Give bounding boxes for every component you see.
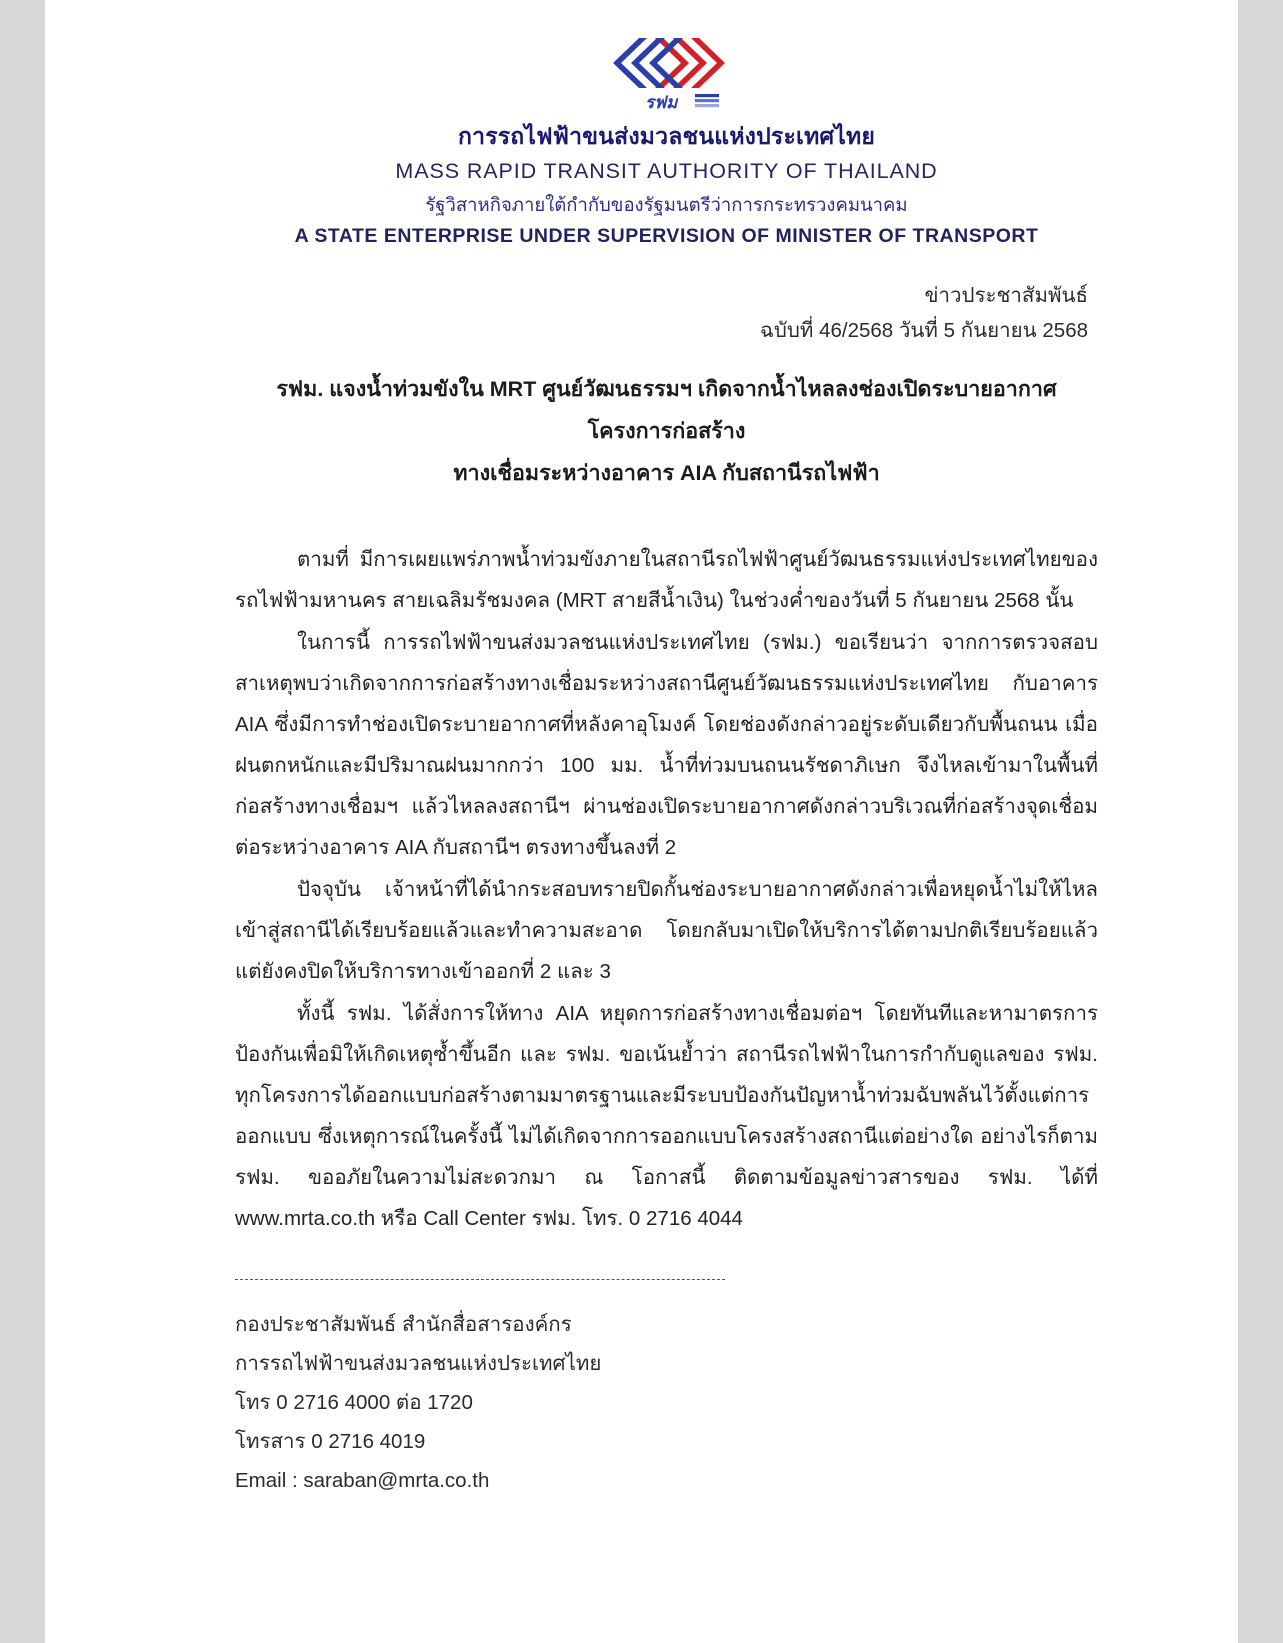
page-title <box>235 369 1098 495</box>
logo-wordmark: รฟม <box>644 93 677 112</box>
footer-organisation: การรถไฟฟ้าขนส่งมวลชนแห่งประเทศไทย <box>235 1352 602 1376</box>
body-paragraph: ตามที่ มีการเผยแพร่ภาพน้ำท่วมขังภายในสถานีรถไฟฟ้าศูนย์วัฒนธรรมแห่งประเทศไทยของรถไฟฟ้ามหานคร สายเฉลิมรัชมงคล (MRT สายสีน้ำเงิน) ในช่วงค่ำของวันที่ 5 กันยายน 2568 นั้น <box>235 548 1098 613</box>
issue-number-date: ฉบับที่ 46/2568 วันที่ 5 กันยายน 2568 <box>759 319 1088 343</box>
page-content <box>45 0 1238 1561</box>
contact-footer <box>235 1306 1098 1561</box>
footer-department: กองประชาสัมพันธ์ สำนักสื่อสารองค์กร <box>235 1313 572 1337</box>
document-meta <box>235 278 1098 350</box>
mrta-logo <box>603 32 731 114</box>
body-paragraph: ในการนี้ การรถไฟฟ้าขนส่งมวลชนแห่งประเทศไทย (รฟม.) ขอเรียนว่า จากการตรวจสอบสาเหตุพบว่าเกิดจากการก่อสร้างทางเชื่อมระหว่างสถานีศูนย์วัฒนธรรมแห่งประเทศไทย กับอาคาร AIA ซึ่งมีการทำช่องเปิดระบายอากาศที่หลังคาอุโมงค์ โดยช่องดังกล่าวอยู่ระดับเดียวกับพื้นถนน เมื่อฝนตกหนักและมีปริมาณฝนมากกว่า 100 มม. น้ำที่ท่วมบนถนนรัชดาภิเษก จึงไหลเข้ามาในพื้นที่ก่อสร้างทางเชื่อมฯ แล้วไหลลงสถานีฯ ผ่านช่องเปิดระบายอากาศดังกล่าวบริเวณที่ก่อสร้างจุดเชื่อมต่อระหว่างอาคาร AIA กับสถานีฯ ตรงทางขึ้นลงที่ 2 <box>235 631 1098 860</box>
org-subtitle-en: A STATE ENTERPRISE UNDER SUPERVISION OF MINISTER OF TRANSPORT <box>294 225 1039 248</box>
org-name-th: การรถไฟฟ้าขนส่งมวลชนแห่งประเทศไทย <box>457 123 876 149</box>
document-type-label: ข่าวประชาสัมพันธ์ <box>924 283 1088 307</box>
org-subtitle-th: รัฐวิสาหกิจภายใต้กำกับของรัฐมนตรีว่าการกระทรวงคมนาคม <box>425 193 908 215</box>
body-content <box>235 539 1098 1239</box>
footer-phone: โทร 0 2716 4000 ต่อ 1720 <box>235 1390 473 1414</box>
title-line-1: รฟม. แจงน้ำท่วมขังใน MRT ศูนย์วัฒนธรรมฯ เกิดจากน้ำไหลลงช่องเปิดระบายอากาศโครงการก่อสร้าง <box>276 377 1057 444</box>
footer-fax: โทรสาร 0 2716 4019 <box>235 1429 426 1453</box>
document-page <box>45 0 1238 1643</box>
org-name-en: MASS RAPID TRANSIT AUTHORITY OF THAILAND <box>395 159 938 184</box>
logo-container <box>235 0 1098 114</box>
section-divider <box>235 1279 725 1280</box>
title-line-2: ทางเชื่อมระหว่างอาคาร AIA กับสถานีรถไฟฟ้า <box>453 461 880 486</box>
body-paragraph: ทั้งนี้ รฟม. ได้สั่งการให้ทาง AIA หยุดการก่อสร้างทางเชื่อมต่อฯ โดยทันทีและหามาตรการป้องกันเพื่อมิให้เกิดเหตุซ้ำขึ้นอีก และ รฟม. ขอเน้นย้ำว่า สถานีรถไฟฟ้าในการกำกับดูแลของ รฟม. ทุกโครงการได้ออกแบบก่อสร้างตามมาตรฐานและมีระบบป้องกันปัญหาน้ำท่วมฉับพลันไว้ตั้งแต่การออกแบบ ซึ่งเหตุการณ์ในครั้งนี้ ไม่ได้เกิดจากการออกแบบโครงสร้างสถานีแต่อย่างใด อย่างไรก็ตาม รฟม. ขออภัยในความไม่สะดวกมา ณ โอกาสนี้ ติดตามข้อมูลข่าวสารของ รฟม. ได้ที่ www.mrta.co.th หรือ Call Center รฟม. โทร. 0 2716 4044 <box>235 1002 1098 1231</box>
body-paragraph: ปัจจุบัน เจ้าหน้าที่ได้นำกระสอบทรายปิดกั้นช่องระบายอากาศดังกล่าวเพื่อหยุดน้ำไม่ให้ไหลเข้าสู่สถานีได้เรียบร้อยแล้วและทำความสะอาด โดยกลับมาเปิดให้บริการได้ตามปกติเรียบร้อยแล้ว แต่ยังคงปิดให้บริการทางเข้าออกที่ 2 และ 3 <box>235 878 1098 984</box>
organisation-header <box>235 120 1098 252</box>
footer-email: Email : saraban@mrta.co.th <box>235 1468 490 1492</box>
